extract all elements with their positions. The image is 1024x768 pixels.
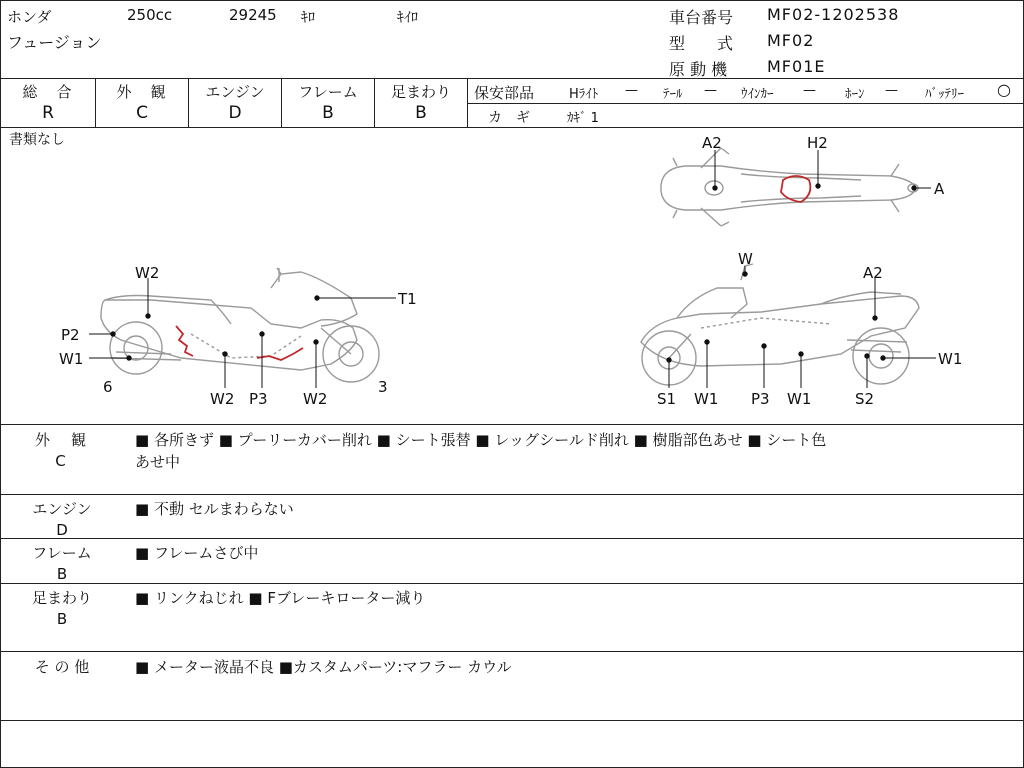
right-side-sketch [641,264,919,385]
diagram-label: S2 [855,390,875,408]
section-head-label: 外 観 [34,431,89,449]
grade-frame [282,79,374,127]
divider [1,720,1023,721]
diagram-label: W2 [303,390,328,408]
section-engine-head [7,498,117,539]
section-suspension-head [7,587,117,628]
diagram-label: A2 [702,134,722,152]
engine-label: 原 動 機 [669,60,728,79]
diagram-label: 6 [103,378,113,396]
diagram-label: A2 [863,264,883,282]
section-head-label: フレーム [32,544,92,562]
diagram-label: W2 [210,390,235,408]
mileage-unit: ｷﾛ [301,10,315,26]
safety-item-value: — [704,83,717,98]
safety-item-name: ﾎｰﾝ [845,87,865,102]
section-other-head [7,656,117,677]
section-grade: B [56,565,68,583]
grade-label: 外 観 [116,83,168,101]
section-grade: D [56,521,68,539]
displacement: 250cc [127,6,173,24]
damage-mark [176,326,193,356]
diagram-label: W1 [694,390,719,408]
grade-exterior [96,79,188,127]
grade-suspension [375,79,467,127]
section-frame-head [7,542,117,583]
divider [1,424,1023,425]
diagram-label: H2 [807,134,828,152]
diagram-label: W [738,250,753,268]
mileage: 29245 [229,6,277,24]
divider [1,583,1023,584]
grade-label: エンジン [205,83,265,101]
section-other-line1: ■ メーター液晶不良 ■カスタムパーツ:マフラー カウル [135,658,512,676]
section-frame-line1: ■ フレームさび中 [135,544,259,562]
diagram-label: T1 [398,290,417,308]
diagram-label: P3 [249,390,268,408]
diagram-label: W2 [135,264,160,282]
diagram-label: P2 [61,326,80,344]
section-grade: B [56,610,68,628]
divider [1,494,1023,495]
motorcycle-diagram [1,128,1023,424]
safety-item-value: — [803,83,816,98]
divider [1,538,1023,539]
grade-label: 総 合 [22,83,74,101]
engine-value: MF01E [767,57,826,76]
model-name: フュージョン [7,33,102,52]
diagram-label: 3 [378,378,388,396]
section-exterior-head [7,429,117,470]
diagram-label: W1 [938,350,963,368]
type-value: MF02 [767,31,815,50]
grade-value: D [228,103,242,123]
frame-no: MF02-1202538 [767,5,900,24]
left-side-sketch [101,268,379,382]
diagram-label: W1 [59,350,84,368]
grade-value: C [136,103,148,123]
grade-value: B [415,103,427,123]
type-label: 型 式 [669,34,734,53]
safety-label: 保安部品 [474,84,535,102]
frame-no-label: 車台番号 [669,8,734,27]
mileage-unit-secondary: ｷｲﾛ [397,10,418,26]
grade-value: R [42,103,54,123]
section-head-label: エンジン [32,500,92,518]
grade-label: 足まわり [390,83,451,101]
grade-value: B [322,103,334,123]
maker: ホンダ [7,8,52,26]
key-label: カ ギ [488,110,530,126]
section-suspension-line1: ■ リンクねじれ ■ Fブレーキローター減り [135,589,426,607]
safety-item-value: ○ [997,80,1011,99]
section-exterior-line1: ■ 各所きず ■ プーリーカバー削れ ■ シート張替 ■ レッグシールド削れ ■ 樹脂部色あせ ■ シート色 [135,431,827,449]
divider [468,103,1023,104]
safety-item-name: ｳｲﾝｶｰ [741,87,774,102]
safety-item-name: ﾃｰﾙ [663,87,683,102]
safety-item-name: Hﾗｲﾄ [569,87,599,102]
diagram-label: A [934,180,945,198]
grade-overall [1,79,95,127]
documents-note: 書類なし [9,132,65,148]
section-head-label: 足まわり [31,589,92,607]
safety-item-value: — [885,83,898,98]
diagram-label: P3 [751,390,770,408]
key-value: ｶｷﾞ 1 [567,111,599,126]
grade-engine [189,79,281,127]
section-engine-line1: ■ 不動 セルまわらない [135,500,294,518]
diagram-label: W1 [787,390,812,408]
safety-item-name: ﾊﾞｯﾃﾘｰ [925,87,964,102]
top-view-sketch [661,148,918,226]
divider [1,651,1023,652]
safety-item-value: — [625,83,638,98]
section-grade: C [55,452,69,470]
section-exterior-line2: あせ中 [135,453,181,471]
section-head-label: そ の 他 [34,658,90,676]
grade-label: フレーム [298,83,358,101]
diagram-label: S1 [657,390,677,408]
